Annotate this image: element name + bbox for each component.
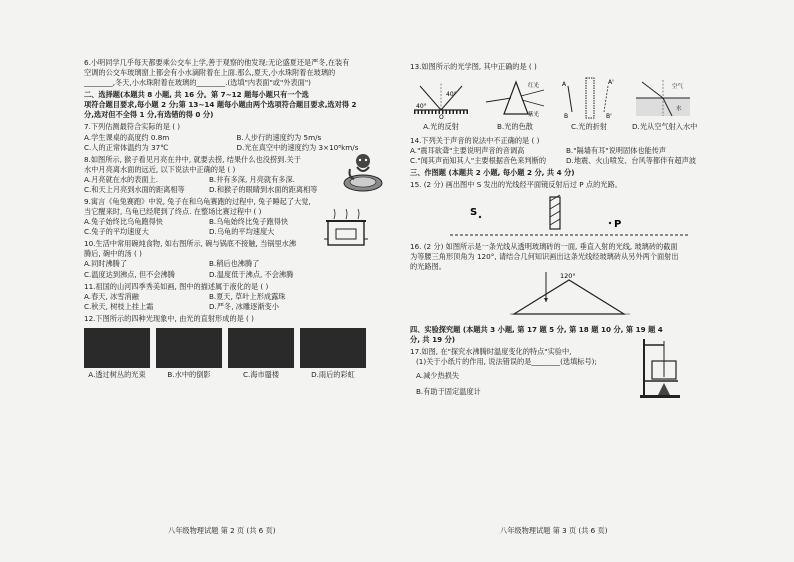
q13-diagrams bbox=[410, 76, 722, 120]
q13-stem: 13.如图所示的光学图, 其中正确的是 ( ) bbox=[410, 62, 537, 71]
q8-options-row-1 bbox=[84, 175, 334, 185]
q6-line-3: ________,冬天,小水珠附着在玻璃的________.(选填"内表面"或"外表面") bbox=[84, 78, 311, 88]
q7-option-b: B.人步行的速度约为 5m/s bbox=[236, 132, 322, 142]
q10-options-row-1 bbox=[84, 259, 334, 269]
q7-option-a: A.学生课桌的高度约 0.8m bbox=[84, 132, 170, 142]
q13-diagram-c bbox=[558, 76, 620, 120]
q16-angle: 120° bbox=[560, 271, 576, 280]
q13-b-violet: 紫光 bbox=[528, 112, 540, 119]
q15-point-s: S bbox=[470, 206, 478, 218]
q14-option-d: D.地震、火山喷发、台风等都伴有超声波 bbox=[566, 156, 697, 166]
q7-stem: 7.下列估测最符合实际的是 ( ) bbox=[84, 122, 181, 132]
q10-options-row-2 bbox=[84, 270, 334, 280]
q7-options-row-1 bbox=[84, 133, 389, 143]
question-14 bbox=[410, 136, 722, 166]
monkey-well-icon bbox=[340, 149, 386, 193]
sec4-line-2: 分, 共 19 分) bbox=[410, 335, 456, 345]
q13-c-a-prime: A' bbox=[608, 79, 614, 87]
q12-photo-b bbox=[156, 328, 222, 368]
section-3-header: 三、作图题 (本题共 2 小题, 每小题 2 分, 共 4 分) bbox=[410, 168, 575, 178]
question-17 bbox=[410, 347, 722, 397]
question-15 bbox=[410, 180, 722, 239]
q13-a-point: O bbox=[439, 114, 444, 121]
q13-a-angle-left: 40° bbox=[416, 103, 427, 111]
q8-options-row-2 bbox=[84, 185, 334, 195]
q9-option-d: D.乌龟的平均速度大 bbox=[209, 227, 275, 237]
q10-stem-2: 腾后, 碗中的汤 ( ) bbox=[84, 249, 142, 259]
q15-point-p: P bbox=[614, 218, 622, 230]
q13-c-b: B bbox=[564, 113, 569, 121]
q13-caption-b: B.光的色散 bbox=[497, 122, 533, 132]
q12-caption-c: C.海市蜃楼 bbox=[242, 369, 280, 379]
sec2-line-2: 项符合题目要求,每小题 2 分;第 13~14 题每小题由两个选项符合题目要求,选对得 2 bbox=[84, 100, 357, 110]
q14-option-a: A."震耳欲聋"主要说明声音的音调高 bbox=[410, 146, 525, 156]
q12-photo-a bbox=[84, 328, 150, 368]
q11-option-a: A.春天, 冰雪消融 bbox=[84, 291, 139, 301]
q8-option-c: C.和天上月亮到水面的距离相等 bbox=[84, 184, 185, 194]
q16-prism-diagram bbox=[410, 272, 722, 320]
q8-option-b: B.井有多深, 月亮就有多深. bbox=[209, 174, 295, 184]
q10-stem-1: 10.生活中常用碗炖食物, 如右图所示, 碗与锅底不接触, 当锅里水沸 bbox=[84, 239, 297, 249]
q13-d-water: 水 bbox=[676, 106, 682, 113]
q12-stem: 12.下图所示的四种光现象中, 由光的直射形成的是 ( ) bbox=[84, 313, 254, 323]
q8-stem-1: 8.如图所示, 猴子看见月亮在井中, 就要去捞, 结果什么也没捞到.关于 bbox=[84, 154, 301, 164]
q11-option-c: C.秋天, 树枝上挂上霜 bbox=[84, 301, 154, 311]
section-2-header bbox=[84, 90, 389, 120]
q13-b-red: 红光 bbox=[528, 83, 540, 90]
question-10 bbox=[84, 239, 389, 279]
q11-option-b: B.夏天, 草叶上形成露珠 bbox=[209, 291, 286, 301]
q8-option-a: A.月亮就在水的表面上. bbox=[84, 174, 159, 184]
question-11 bbox=[84, 282, 389, 312]
q13-captions bbox=[410, 122, 722, 132]
q12-captions bbox=[84, 370, 389, 380]
q14-options-row-2 bbox=[410, 156, 722, 166]
q11-stem: 11.祖国的山河四季秀美如画, 图中的描述属于液化的是 ( ) bbox=[84, 281, 269, 291]
q9-option-c: C.兔子的平均速度大 bbox=[84, 227, 149, 237]
q13-diagram-a bbox=[410, 76, 472, 120]
q16-stem-2: 为等腰三角形顶角为 120°, 请结合几何知识画出这条光线经玻璃砖从另外两个面射出 bbox=[410, 251, 679, 261]
q13-diagram-d bbox=[632, 76, 694, 120]
sec4-line-1: 四、实验探究题 (本题共 3 小题, 第 17 题 5 分, 第 18 题 10 分, 第 19 题 4 bbox=[410, 324, 663, 334]
question-16 bbox=[410, 242, 722, 323]
q12-photos bbox=[84, 328, 389, 368]
q9-option-a: A.兔子始终比乌龟跑得快 bbox=[84, 217, 163, 227]
q13-caption-c: C.光的折射 bbox=[570, 122, 608, 132]
q13-a-angle-right: 40° bbox=[446, 91, 457, 99]
q17-option-b: B.有助于固定温度计 bbox=[416, 387, 481, 397]
q17-option-a: A.减少热损失 bbox=[416, 371, 460, 381]
q10-option-a: A.同时沸腾了 bbox=[84, 259, 128, 269]
q14-stem: 14.下列关于声音的说法中不正确的是 ( ) bbox=[410, 136, 540, 146]
q11-options-row-2 bbox=[84, 302, 334, 312]
q12-photo-c bbox=[228, 328, 294, 368]
q13-c-b-prime: B' bbox=[606, 113, 612, 121]
q6-line-2: 空调的公交车玻璃窗上都会有小水滴附着在上面.那么,夏天,小水珠附着在玻璃的 bbox=[84, 68, 336, 78]
q16-stem-1: 16. (2 分) 如图所示是一条光线从透明玻璃砖的一面, 垂直入射的光线, 玻璃砖的截面 bbox=[410, 241, 678, 251]
q13-diagram-b bbox=[484, 76, 546, 120]
q13-caption-d: D.光从空气射入水中 bbox=[632, 122, 698, 132]
q9-option-b: B.乌龟始终比兔子跑得快 bbox=[209, 217, 289, 227]
left-page-footer: 八年级物理试题 第 2 页 (共 6 页) bbox=[168, 526, 276, 535]
sec2-line-3: 分,选对但不全得 1 分,有选错的得 0 分) bbox=[84, 110, 214, 120]
q9-stem-2: 当它醒来时, 乌龟已经爬到了终点. 在整场比赛过程中 ( ) bbox=[84, 207, 262, 217]
q9-stem-1: 9.寓言《龟兔赛跑》中说, 兔子在和乌龟赛跑的过程中, 兔子睡起了大觉, bbox=[84, 197, 311, 207]
q17-sub1: (1)关于小纸片的作用, 说法错误的是________(选填标号); bbox=[416, 357, 597, 367]
q14-option-c: C."闻其声而知其人"主要根据音色来判断的 bbox=[410, 156, 547, 166]
q8-option-d: D.和猴子的眼睛到水面的距离相等 bbox=[209, 184, 318, 194]
q11-options-row-1 bbox=[84, 292, 334, 302]
q16-stem-3: 的光路图。 bbox=[410, 261, 446, 271]
q12-caption-b: B.水中的倒影 bbox=[167, 369, 211, 379]
q12-photo-d bbox=[300, 328, 366, 368]
left-page bbox=[84, 58, 389, 382]
sec2-line-1: 二、选择题(本题共 8 小题, 共 16 分。第 7~12 题每小题只有一个选 bbox=[84, 90, 309, 100]
q15-stem: 15. (2 分) 画出图中 S 发出的光线经平面镜反射后过 P 点的光路。 bbox=[410, 180, 622, 190]
q15-mirror-diagram bbox=[410, 191, 722, 237]
q11-option-d: D.严冬, 冰雕逐渐变小 bbox=[209, 301, 279, 311]
q14-options-row-1 bbox=[410, 146, 722, 156]
q9-options-row-1 bbox=[84, 217, 334, 227]
q14-option-b: B."隔墙有耳"说明固体也能传声 bbox=[566, 146, 667, 156]
q17-stem: 17.如图, 在"探究水沸腾时温度变化的特点"实验中, bbox=[410, 347, 572, 357]
question-8 bbox=[84, 155, 389, 195]
right-page-footer: 八年级物理试题 第 3 页 (共 6 页) bbox=[500, 526, 608, 535]
q9-options-row-2 bbox=[84, 227, 334, 237]
q10-option-b: B.稍后也沸腾了 bbox=[209, 259, 260, 269]
question-13 bbox=[410, 62, 722, 132]
question-6 bbox=[84, 58, 389, 88]
q13-caption-a: A.光的反射 bbox=[423, 122, 459, 132]
q10-option-c: C.温度达到沸点, 但不会沸腾 bbox=[84, 269, 175, 279]
q13-c-a: A bbox=[562, 81, 567, 89]
q13-d-air: 空气 bbox=[672, 84, 684, 91]
boiling-apparatus-icon bbox=[638, 337, 682, 399]
q12-caption-a: A.透过树丛的光束 bbox=[88, 369, 146, 379]
q6-line-1: 6.小明同学几乎每天都要乘公交车上学,善于观察的他发现:无论盛夏还是严冬,在装有 bbox=[84, 58, 350, 67]
q7-option-c: C.人的正常体温约为 37℃ bbox=[84, 142, 169, 152]
q7-option-d: D.光在真空中的速度约为 3×10⁸km/s bbox=[236, 142, 359, 152]
q10-option-d: D.温度低于沸点, 不会沸腾 bbox=[209, 269, 294, 279]
steam-pot-icon bbox=[324, 209, 368, 249]
q12-caption-d: D.雨后的彩虹 bbox=[311, 369, 355, 379]
q8-stem-2: 水中月亮离水面的远近, 以下说法中正确的是 ( ) bbox=[84, 164, 236, 174]
right-page bbox=[410, 62, 722, 399]
question-12 bbox=[84, 314, 389, 380]
